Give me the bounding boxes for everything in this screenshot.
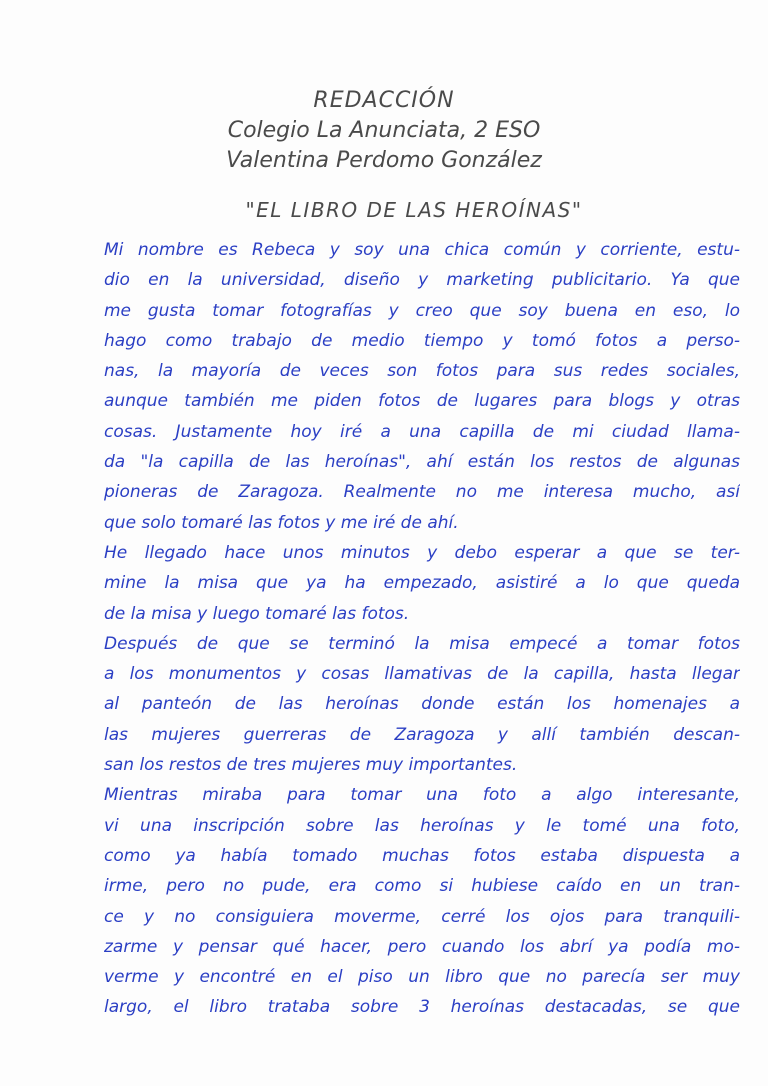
text-line: verme y encontré en el piso un libro que no parecía ser muy xyxy=(104,967,740,988)
text-line: da "la capilla de las heroínas", ahí están los restos de algunas xyxy=(104,452,740,473)
text-line: san los restos de tres mujeres muy importantes. xyxy=(104,755,518,776)
text-line: ce y no consiguiera moverme, cerré los ojos para tranquili- xyxy=(104,906,740,927)
text-line: que solo tomaré las fotos y me iré de ahí. xyxy=(104,512,459,533)
text-line: pioneras de Zaragoza. Realmente no me interesa mucho, así xyxy=(104,482,740,503)
text-line: Mientras miraba para tomar una foto a algo interesante, xyxy=(104,785,740,806)
text-line: como ya había tomado muchas fotos estaba dispuesta a xyxy=(104,845,740,866)
text-line: mine la misa que ya ha empezado, asistiré a lo que queda xyxy=(104,573,740,594)
essay-title: "EL LIBRO DE LAS HEROÍNAS" xyxy=(245,198,583,222)
text-line: dio en la universidad, diseño y marketing publicitario. Ya que xyxy=(104,270,740,291)
text-line: a los monumentos y cosas llamativas de la capilla, hasta llegar xyxy=(104,664,740,685)
text-line: vi una inscripción sobre las heroínas y le tomé una foto, xyxy=(104,815,740,836)
essay-body xyxy=(104,235,740,1023)
author-line: Valentina Perdomo González xyxy=(226,148,542,173)
text-line: nas, la mayoría de veces son fotos para sus redes sociales, xyxy=(104,361,740,382)
school-line: Colegio La Anunciata, 2 ESO xyxy=(227,118,541,143)
text-line: Mi nombre es Rebeca y soy una chica común y corriente, estu- xyxy=(104,240,740,260)
text-line: largo, el libro trataba sobre 3 heroínas destacadas, se que xyxy=(104,997,740,1018)
text-line: aunque también me piden fotos de lugares para blogs y otras xyxy=(104,391,740,412)
text-line: Después de que se terminó la misa empecé a tomar fotos xyxy=(104,633,740,654)
text-line: He llegado hace unos minutos y debo esperar a que se ter- xyxy=(104,542,740,563)
text-line: las mujeres guerreras de Zaragoza y allí también descan- xyxy=(104,724,740,745)
text-line: hago como trabajo de medio tiempo y tomó fotos a perso- xyxy=(104,330,740,351)
text-line: cosas. Justamente hoy iré a una capilla de mi ciudad llama- xyxy=(104,421,740,442)
text-line: de la misa y luego tomaré las fotos. xyxy=(104,603,410,624)
text-line: irme, pero no pude, era como si hubiese caído en un tran- xyxy=(104,876,740,897)
text-line: zarme y pensar qué hacer, pero cuando los abrí ya podía mo- xyxy=(104,936,740,957)
document-title: REDACCIÓN xyxy=(313,88,455,113)
text-line: me gusta tomar fotografías y creo que soy buena en eso, lo xyxy=(104,300,740,321)
text-line: al panteón de las heroínas donde están los homenajes a xyxy=(104,694,740,715)
